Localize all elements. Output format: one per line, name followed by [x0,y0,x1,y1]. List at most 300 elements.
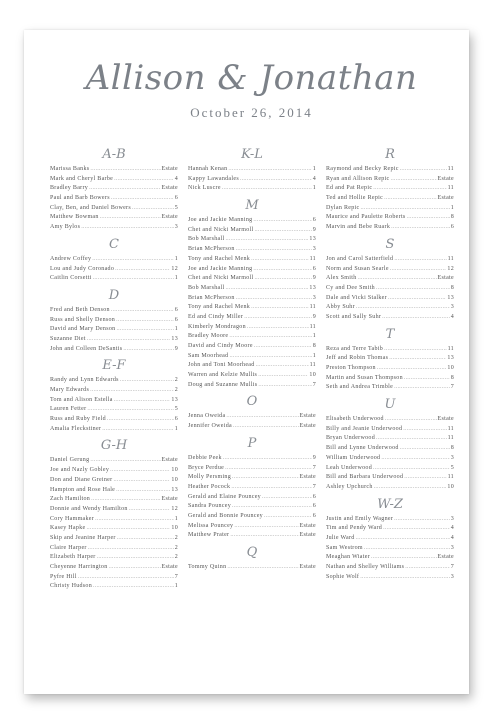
guest-name: Bill and Lynne Underwood [326,445,399,452]
table-assignment: 9 [312,313,316,320]
dot-leader [254,226,311,235]
table-assignment: 1 [450,204,454,211]
table-assignment: 5 [450,464,454,471]
table-assignment: 6 [174,306,178,313]
guest-name: Bradley Barry [50,185,89,192]
guest-row [188,381,316,391]
guest-column-1 [50,143,178,592]
guest-row [326,303,454,313]
guest-row [188,412,316,422]
guest-row [50,325,178,335]
guest-row [188,303,316,313]
guest-name: Ted and Hollie Repic [326,195,384,202]
guest-row [326,383,454,393]
table-assignment: Estate [437,175,454,182]
guest-name: Billy and Jeanie Underwood [326,425,403,432]
guest-name: Brian McPherson [188,294,235,301]
table-assignment: 13 [171,486,178,493]
table-assignment: 11 [447,345,454,352]
table-assignment: 2 [174,377,178,384]
guest-name: Bryce Perdue [188,464,225,471]
guest-row [188,483,316,493]
guest-row [326,483,454,493]
table-assignment: 7 [174,573,178,580]
guest-name: Alex Smith [326,275,357,282]
guest-row [50,495,178,505]
guest-row [50,265,178,275]
dot-leader [222,184,312,193]
dot-leader [390,265,447,274]
guest-row [50,175,178,185]
table-assignment: 10 [447,365,454,371]
guest-name: Bradley Moore [188,333,229,340]
guest-name: Elizabeth Harper [50,554,96,561]
guest-name: Ryan and Allison Repic [326,175,390,182]
guest-row [50,376,178,386]
section-header: D [108,287,120,303]
dot-leader [389,354,446,363]
dot-leader [388,294,446,303]
table-assignment: 9 [174,345,178,352]
guest-name: Cheyenne Harrington [50,564,108,570]
table-assignment: 11 [309,323,316,330]
dot-leader [123,345,173,354]
table-assignment: 10 [171,476,178,483]
table-assignment: 4 [450,525,454,532]
dot-leader [376,284,450,293]
guest-name: Heather Pocock [188,483,231,490]
guest-row [188,165,316,175]
dot-leader [385,415,437,424]
guest-name: Clay, Ben, and Daniel Bowers [50,204,131,211]
table-assignment: 6 [450,224,454,231]
guest-row [188,361,316,371]
table-assignment: 7 [450,564,454,570]
guest-row [326,223,454,233]
dot-leader [115,265,170,274]
guest-row [326,434,454,444]
guest-row [188,323,316,333]
dot-leader [254,342,312,351]
table-assignment: 8 [450,284,454,291]
dot-leader [262,493,312,502]
dot-leader [373,184,446,193]
guest-name: Christy Hudson [50,583,93,590]
guest-name: Daniel Gerung [50,457,90,464]
dot-leader [356,303,450,312]
dot-leader [95,515,174,524]
table-assignment: 3 [450,454,454,461]
dot-leader [236,294,312,303]
guest-name: Preston Thompson [326,365,376,371]
dot-leader [258,381,311,390]
guest-name: Nathan and Shelley Williams [326,564,405,570]
guest-name: Kasey Hapke [50,525,86,532]
table-assignment: 8 [450,214,454,221]
couple-names-title: Allison & Jonathan [85,58,418,98]
dot-leader [358,274,437,283]
table-assignment: 9 [312,226,316,233]
dot-leader [111,306,174,315]
table-assignment: 1 [312,166,316,172]
dot-leader [253,216,311,225]
guest-name: Donnie and Wendy Hamilton [50,505,128,512]
guest-row [50,582,178,592]
guest-row [326,194,454,204]
section-header: C [109,236,119,252]
guest-name: Mary Edwards [50,387,90,393]
table-assignment: 2 [174,387,178,393]
dot-leader [376,434,447,443]
dot-leader [364,544,450,553]
table-assignment: 3 [312,294,316,301]
dot-leader [232,502,312,511]
guest-name: Matthew Prater [188,532,230,539]
dot-leader [90,456,160,465]
table-assignment: 1 [174,583,178,590]
section-header: W-Z [377,496,403,512]
dot-leader [247,323,309,332]
guest-name: Cy and Dee Smith [326,284,375,291]
guest-row [188,464,316,474]
table-assignment: 10 [171,525,178,532]
guest-name: Tommy Quinn [188,564,227,570]
guest-row [188,493,316,503]
table-assignment: Estate [161,564,178,570]
table-assignment: 9 [312,454,316,461]
guest-name: Tony and Rachel Menk [188,255,251,262]
guest-name: Fred and Beth Denson [50,306,110,313]
dot-leader [93,274,174,283]
table-assignment: 6 [174,316,178,323]
table-assignment: 6 [312,503,316,510]
dot-leader [394,383,450,392]
table-assignment: 11 [447,185,454,192]
guest-row [50,396,178,406]
guest-name: Sandra Pouncey [188,503,232,510]
dot-leader [360,204,449,213]
guest-row [50,194,178,204]
guest-row [188,184,316,194]
guest-row [326,515,454,525]
guest-row [188,454,316,464]
guest-name: Suzanne Diet [50,335,86,342]
table-assignment: 11 [309,304,316,311]
guest-row [188,216,316,226]
guest-name: Bob Marshall [188,236,225,243]
dot-leader [391,175,437,184]
guest-name: Seth and Andrea Trimble [326,384,394,391]
guest-row [326,415,454,425]
guest-row [326,313,454,323]
guest-row [326,274,454,284]
guest-row [188,352,316,362]
guest-row [50,563,178,573]
guest-name: Dylan Repic [326,204,360,211]
guest-row [50,553,178,563]
dot-leader [391,223,450,232]
guest-name: Caitlin Corsetti [50,275,92,282]
dot-leader [256,361,309,370]
guest-name: Julie Ward [326,534,355,541]
guest-row [50,213,178,223]
table-assignment: 13 [309,284,316,291]
guest-name: Pyfre Hill [50,573,77,580]
dot-leader [384,345,447,354]
table-assignment: 7 [312,464,316,471]
guest-row [326,364,454,374]
guest-name: Marvin and Bebe Ruark [326,224,391,231]
table-assignment: 13 [309,236,316,243]
guest-row [188,274,316,284]
guest-name: Brian McPherson [188,246,235,253]
dot-leader [87,335,171,344]
section-header: O [246,394,258,410]
guest-row [50,456,178,466]
dot-leader [383,524,450,533]
dot-leader [107,415,174,424]
dot-leader [381,454,449,463]
guest-row [50,524,178,534]
guest-name: Tony and Rachel Menk [188,304,251,311]
guest-row [326,524,454,534]
dot-leader [229,352,311,361]
guest-row [50,573,178,583]
guest-row [50,335,178,345]
dot-leader [116,325,173,334]
table-assignment: Estate [299,532,316,539]
guest-row [326,265,454,275]
section-header: R [385,147,395,162]
dot-leader [258,371,308,380]
guest-name: Dale and Vicki Stalker [326,294,387,301]
dot-leader [97,553,174,562]
section-header: E-F [102,358,126,374]
table-assignment: 3 [174,224,178,231]
guest-row [50,425,178,435]
dot-leader [81,223,173,232]
dot-leader [253,265,311,274]
table-assignment: 6 [312,265,316,272]
guest-row [188,473,316,483]
guest-name: Warren and Kelzie Mullis [188,372,258,379]
guest-name: Hampton and Rose Hale [50,486,116,493]
table-assignment: Estate [437,195,454,202]
guest-name: John and Colleen DeSantis [50,345,123,352]
guest-row [326,374,454,384]
dot-leader [404,374,450,383]
guest-name: Justin and Emily Wagner [326,515,394,522]
dot-leader [110,466,170,475]
guest-name: Andrew Coffey [50,255,92,262]
guest-row [326,473,454,483]
dot-leader [228,165,311,174]
guest-name: Joe and Nazly Gobley [50,467,110,474]
table-assignment: 8 [450,445,454,452]
dot-leader [114,175,174,184]
guest-row [50,405,178,415]
dot-leader [117,534,174,543]
table-assignment: 13 [447,355,454,362]
section-header: P [247,435,257,451]
dot-leader [100,213,161,222]
guest-row [326,184,454,194]
guest-name: Amy Bylos [50,224,81,231]
guest-row [188,255,316,265]
guest-row [188,313,316,323]
table-assignment: Estate [299,522,316,529]
guest-name: Zach Hamilton [50,496,91,503]
guest-row [188,294,316,304]
dot-leader [240,175,312,184]
guest-name: Bryan Underwood [326,435,375,442]
table-assignment: Estate [437,416,454,423]
dot-leader [403,425,446,434]
guest-name: Doug and Suzanne Mullis [188,381,258,388]
dot-leader [132,204,174,213]
dot-leader [230,531,298,540]
table-assignment: 11 [447,255,454,262]
guest-name: Bill and Barbara Underwood [326,474,404,481]
dot-leader [400,165,447,174]
table-assignment: Estate [299,423,316,430]
guest-column-2 [188,143,316,573]
section-header: G-H [100,438,128,454]
table-assignment: 6 [174,195,178,202]
table-assignment: 5 [174,406,178,413]
dot-leader [87,405,173,414]
table-assignment: 11 [309,362,316,369]
table-assignment: 3 [450,515,454,522]
guest-row [188,522,316,532]
table-assignment: 7 [312,483,316,490]
guest-name: Joe and Jackie Manning [188,265,253,272]
guest-name: Matthew Bowman [50,214,99,221]
guest-row [188,531,316,541]
dot-leader [244,313,311,322]
guest-name: Melissa Pouncey [188,522,234,529]
guest-row [50,204,178,214]
table-assignment: 12 [171,505,178,512]
guest-row [50,255,178,265]
section-header: Q [246,545,258,560]
guest-row [188,265,316,275]
dot-leader [227,563,298,572]
guest-name: Ed and Cindy Miller [188,313,244,320]
dot-leader [102,425,173,434]
guest-name: Jon and Carol Satterfield [326,255,394,262]
guest-name: Hannah Kenan [188,166,228,172]
table-assignment: 11 [447,166,454,172]
guest-row [188,332,316,342]
table-assignment: Estate [437,275,454,282]
table-assignment: 6 [312,493,316,500]
guest-name: Skip and Jeanine Harper [50,534,116,541]
table-assignment: 3 [450,304,454,311]
guest-row [50,386,178,396]
dot-leader [404,473,446,482]
guest-name: Randy and Lynn Edwards [50,377,119,384]
guest-name: Jenna Oweida [188,413,226,420]
dot-leader [116,486,170,495]
guest-row [188,175,316,185]
guest-name: Leah Underwood [326,464,373,471]
guest-name: Chet and Nicki Marmoll [188,226,254,233]
guest-name: William Underwood [326,454,381,461]
guest-row [326,284,454,294]
dot-leader [407,213,450,222]
guest-row [326,294,454,304]
guest-name: Sam Westrom [326,544,363,551]
guest-row [188,342,316,352]
guest-name: Ashley Upchurch [326,483,373,490]
table-assignment: 2 [174,534,178,541]
table-assignment: 4 [312,175,316,182]
guest-row [188,226,316,236]
guest-row [326,354,454,364]
guest-row [50,505,178,515]
table-assignment: 11 [447,435,454,442]
table-assignment: Estate [299,474,316,481]
guest-name: Martin and Susan Thompson [326,374,403,381]
guest-name: Jennifer Oweida [188,423,232,430]
table-assignment: Estate [161,214,178,221]
dot-leader [223,454,312,463]
table-assignment: Estate [437,554,454,561]
guest-name: Norm and Susan Searle [326,265,389,272]
table-assignment: 3 [450,544,454,551]
guest-name: Cory Hammaker [50,515,95,522]
guest-row [188,235,316,245]
guest-name: Jeff and Robin Thomas [326,355,389,362]
table-assignment: Estate [161,496,178,503]
guest-row [50,415,178,425]
section-header: S [385,236,395,252]
guest-row [326,544,454,554]
dot-leader [234,522,298,531]
guest-row [50,486,178,496]
dot-leader [236,245,312,254]
table-assignment: 6 [312,512,316,519]
guest-row [326,204,454,214]
guest-row [326,534,454,544]
table-assignment: 10 [447,483,454,490]
guest-row [50,515,178,525]
table-assignment: 10 [309,372,316,379]
table-assignment: 11 [309,255,316,262]
dot-leader [356,534,450,543]
table-assignment: 7 [312,381,316,388]
guest-name: Joe and Jackie Manning [188,217,253,224]
guest-name: Kimberly Mondragon [188,323,246,330]
guest-name: Marissa Banks [50,166,90,172]
guest-name: Lou and Judy Coronado [50,265,115,272]
guest-row [188,502,316,512]
dot-leader [91,495,160,504]
table-assignment: 11 [447,425,454,432]
guest-row [188,245,316,255]
guest-name: Paul and Barb Bowers [50,195,110,202]
dot-leader [360,573,449,582]
dot-leader [384,194,436,203]
guest-name: Reza and Terre Tabib [326,345,384,352]
dot-leader [225,235,308,244]
table-assignment: 1 [174,275,178,282]
guest-name: Lauren Fetter [50,406,87,413]
guest-row [50,184,178,194]
guest-name: Chet and Nicki Marmoll [188,275,254,282]
dot-leader [89,184,160,193]
